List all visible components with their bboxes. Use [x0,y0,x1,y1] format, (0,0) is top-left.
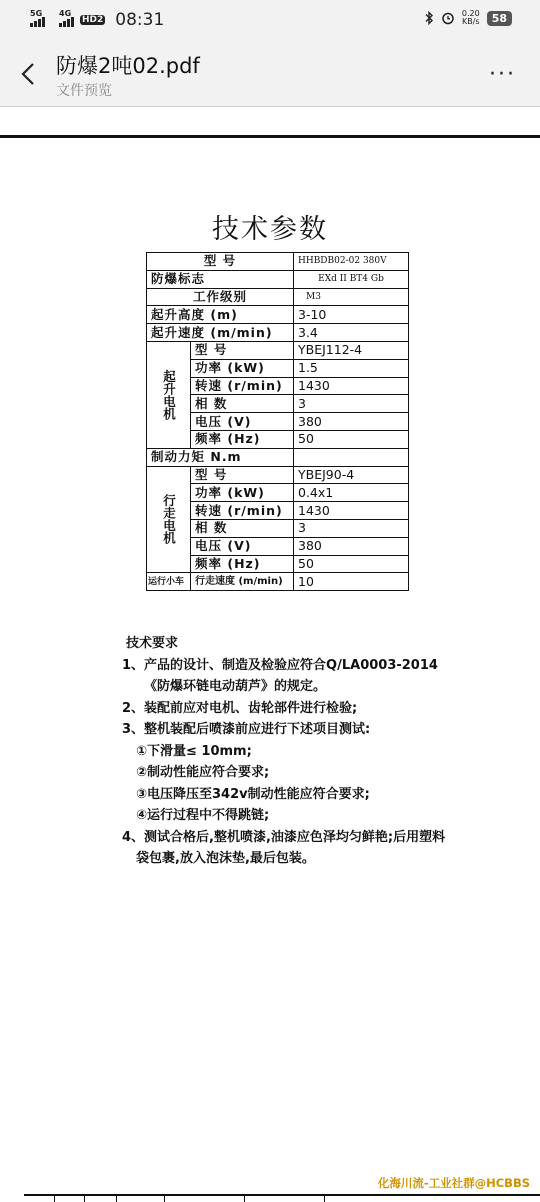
spec-table [146,252,409,591]
travel-motor-group: 行走电机 [147,466,191,573]
requirement-line: 3、整机装配后喷漆前应进行下述项目测试: [122,722,371,737]
signal-5g-icon: 5G [30,13,45,27]
status-right [424,10,512,26]
hd-voice-icon: HD2 [82,15,104,25]
requirement-line: ②制动性能应符合要求; [136,765,270,780]
requirement-line: ④运行过程中不得跳链; [136,808,270,823]
requirement-line: ①下滑量≤ 10mm; [136,743,252,759]
requirement-line: 《防爆环链电动葫芦》的规定。 [144,679,327,694]
bluetooth-icon [424,11,434,25]
table-row: 起升速度 (m/min) 3.4 [147,324,409,342]
page-frame-line [0,135,540,138]
clock: 08:31 [115,10,165,30]
requirement-line: 1、产品的设计、制造及检验应符合Q/LA0003-2014 [122,657,438,673]
doc-title: 技术参数 [212,214,328,245]
requirement-line: 袋包裹,放入泡沫垫,最后包装。 [136,851,315,866]
table-row: 起升高度 (m) 3-10 [147,306,409,324]
table-row: 频率 (Hz) 50 [147,555,409,573]
back-arrow-icon[interactable] [14,56,44,92]
table-row: 转速 (r/min) 1430 [147,502,409,520]
table-row: 防爆标志 EXd II BT4 Gb [147,270,409,288]
table-row: 制动力矩 N.m [147,448,409,466]
file-title: 防爆2吨02.pdf [56,54,200,78]
table-row: 工作级别 M3 [147,288,409,306]
table-row: 起升电机 型 号 YBEJ112-4 [147,341,409,359]
table-row: 型 号 HHBDB02-02 380V [147,253,409,271]
table-row: 行走电机 型 号 YBEJ90-4 [147,466,409,484]
table-row: 电压 (V) 380 [147,537,409,555]
battery-icon: 58 [487,11,512,26]
alarm-icon [441,11,455,25]
requirement-line: 4、测试合格后,整机喷漆,油漆应色泽均匀鲜艳;后用塑料 [122,829,446,845]
requirement-line: 2、装配前应对电机、齿轮部件进行检验; [122,700,358,716]
table-row: 电压 (V) 380 [147,413,409,431]
table-row: 功率 (kW) 1.5 [147,359,409,377]
signal-4g-icon: 4G [59,13,74,27]
table-row: 功率 (kW) 0.4x1 [147,484,409,502]
table-row: 相 数 3 [147,395,409,413]
requirements-heading: 技术要求 [126,636,179,651]
title-block-frame [24,1194,540,1202]
status-bar [0,0,540,44]
table-row: 相 数 3 [147,519,409,537]
requirement-line: ③电压降压至342v制动性能应符合要求; [136,786,370,802]
status-left [30,10,164,30]
pdf-page[interactable] [0,107,540,1200]
app-header [0,44,540,107]
table-row: 频率 (Hz) 50 [147,430,409,448]
more-options-button[interactable]: ··· [489,62,516,87]
table-row: 运行小车 行走速度 (m/min) 10 [147,573,409,591]
table-row: 转速 (r/min) 1430 [147,377,409,395]
file-subtitle: 文件预览 [56,83,112,99]
watermark: 化海川流-工业社群@HCBBS [377,1176,530,1190]
technical-requirements [122,633,445,870]
hoist-motor-group: 起升电机 [147,341,191,448]
network-speed: 0.20 KB/s [461,9,480,26]
